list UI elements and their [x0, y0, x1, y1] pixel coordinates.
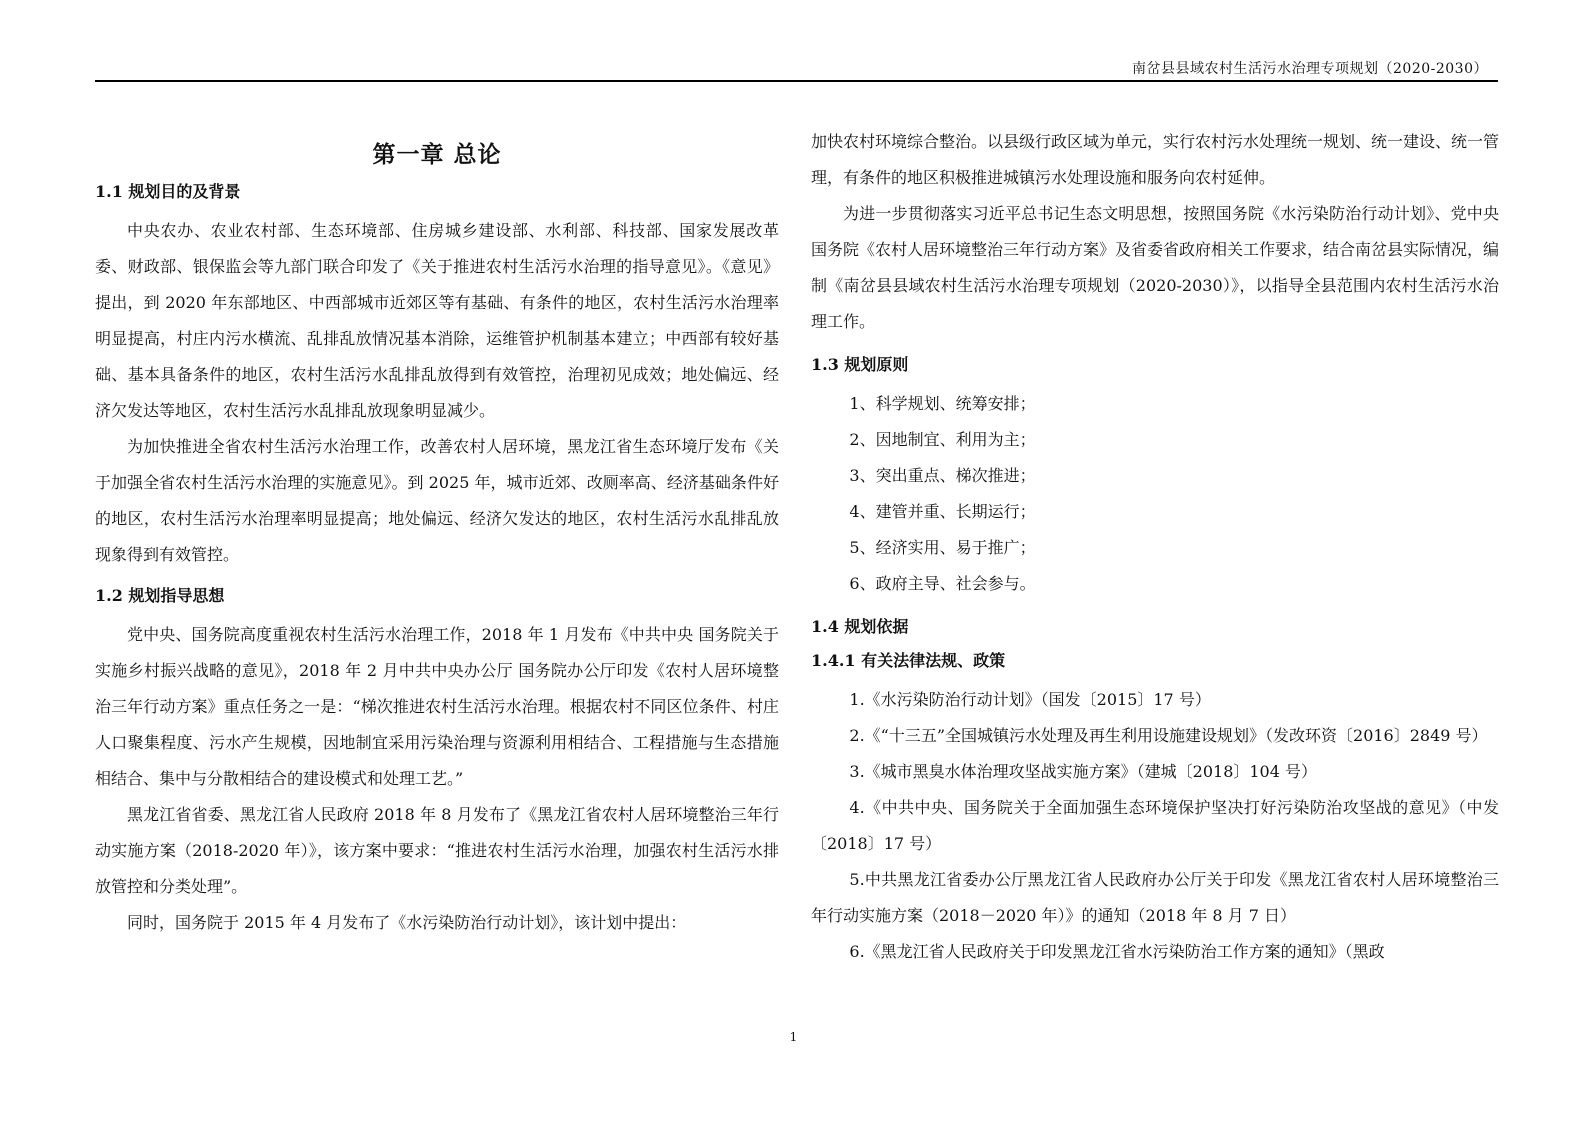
section-1-2-heading: 1.2 规划指导思想 [95, 586, 225, 605]
section-1-1-paragraph-1: 中央农办、农业农村部、生态环境部、住房城乡建设部、水利部、科技部、国家发展改革委、财政部、银保监会等九部门联合印发了《关于推进农村生活污水治理的指导意见》。《意见》提出，到 2020 年东部地区、中西部城市近郊区等有基础、有条件的地区，农村生活污水治理率明显提高，村庄内污水横流、乱排乱放情况基本消除，运维管护机制基本建立；中西部有较好基础、基本具备条件的地区，农村生活污水乱排乱放得到有效管控，治理初见成效；地处偏远、经济欠发达等地区，农村生活污水乱排乱放现象明显减少。 [95, 221, 779, 420]
list-item: 5、经济实用、易于推广； [849, 538, 1036, 557]
section-1-3-heading: 1.3 规划原则 [811, 355, 909, 374]
page-number: 1 [789, 1030, 798, 1044]
continued-paragraph: 加快农村环境综合整治。以县级行政区域为单元，实行农村污水处理统一规划、统一建设、统一管理，有条件的地区积极推进城镇污水处理设施和服务向农村延伸。 [811, 132, 1500, 187]
list-item: 5.中共黑龙江省委办公厅黑龙江省人民政府办公厅关于印发《黑龙江省农村人居环境整治三年行动实施方案（2018－2020 年）》的通知（2018 年 8 月 7 日） [811, 870, 1499, 925]
page-header [95, 54, 1498, 82]
section-1-2-paragraph-1: 党中央、国务院高度重视农村生活污水治理工作，2018 年 1 月发布《中共中央 国务院关于实施乡村振兴战略的意见》，2018 年 2 月中共中央办公厅 国务院办公厅印发《农村人居环境整治三年行动方案》重点任务之一是：“梯次推进农村生活污水治理。根据农村不同区位条件、村庄人口聚集程度、污水产生规模，因地制宜采用污染治理与资源利用相结合、工程措施与生态措施相结合、集中与分散相结合的建设模式和处理工艺。” [95, 625, 779, 788]
references-list [811, 682, 1499, 970]
section-1-4-heading: 1.4 规划依据 [811, 617, 909, 636]
section-1-1-heading: 1.1 规划目的及背景 [95, 182, 241, 201]
section-1-1-paragraph-2: 为加快推进全省农村生活污水治理工作，改善农村人居环境，黑龙江省生态环境厅发布《关于加强全省农村生活污水治理的实施意见》。到 2025 年，城市近郊、改厕率高、经济基础条件好的地区，农村生活污水治理率明显提高；地处偏远、经济欠发达的地区，农村生活污水乱排乱放现象得到有效管控。 [95, 437, 779, 564]
left-column [95, 118, 779, 941]
list-item: 3.《城市黑臭水体治理攻坚战实施方案》（建城〔2018〕104 号） [849, 762, 1318, 781]
list-item: 6.《黑龙江省人民政府关于印发黑龙江省水污染防治工作方案的通知》（黑政 [849, 942, 1385, 961]
right-column [811, 124, 1499, 970]
list-item: 1、科学规划、统筹安排； [849, 394, 1036, 413]
chapter-title: 第一章 总论 [372, 141, 502, 168]
section-1-4-1-heading: 1.4.1 有关法律法规、政策 [811, 651, 1006, 670]
list-item: 4、建管并重、长期运行； [849, 502, 1036, 521]
section-1-2-paragraph-2: 黑龙江省省委、黑龙江省人民政府 2018 年 8 月发布了《黑龙江省农村人居环境整治三年行动实施方案（2018-2020 年）》，该方案中要求：“推进农村生活污水治理，加强农村生活污水排放管控和分类处理”。 [95, 805, 779, 896]
header-title: 南岔县县域农村生活污水治理专项规划（2020-2030） [1132, 61, 1488, 77]
list-item: 6、政府主导、社会参与。 [849, 574, 1036, 593]
list-item: 4.《中共中央、国务院关于全面加强生态环境保护坚决打好污染防治攻坚战的意见》（中发〔2018〕17 号） [811, 798, 1499, 853]
list-item: 1.《水污染防治行动计划》（国发〔2015〕17 号） [849, 690, 1211, 709]
list-item: 2、因地制宜、利用为主； [849, 430, 1036, 449]
principles-list [811, 386, 1499, 602]
section-1-2-paragraph-3: 同时，国务院于 2015 年 4 月发布了《水污染防治行动计划》，该计划中提出： [127, 913, 687, 932]
section-1-2-paragraph-4: 为进一步贯彻落实习近平总书记生态文明思想，按照国务院《水污染防治行动计划》、党中央 国务院《农村人居环境整治三年行动方案》及省委省政府相关工作要求，结合南岔县实际情况，编制《南岔县县域农村生活污水治理专项规划（2020-2030）》，以指导全县范围内农村生活污水治理工作。 [811, 204, 1500, 331]
list-item: 2.《“十三五”全国城镇污水处理及再生利用设施建设规划》（发改环资〔2016〕2849 号） [849, 726, 1488, 745]
list-item: 3、突出重点、梯次推进； [849, 466, 1036, 485]
